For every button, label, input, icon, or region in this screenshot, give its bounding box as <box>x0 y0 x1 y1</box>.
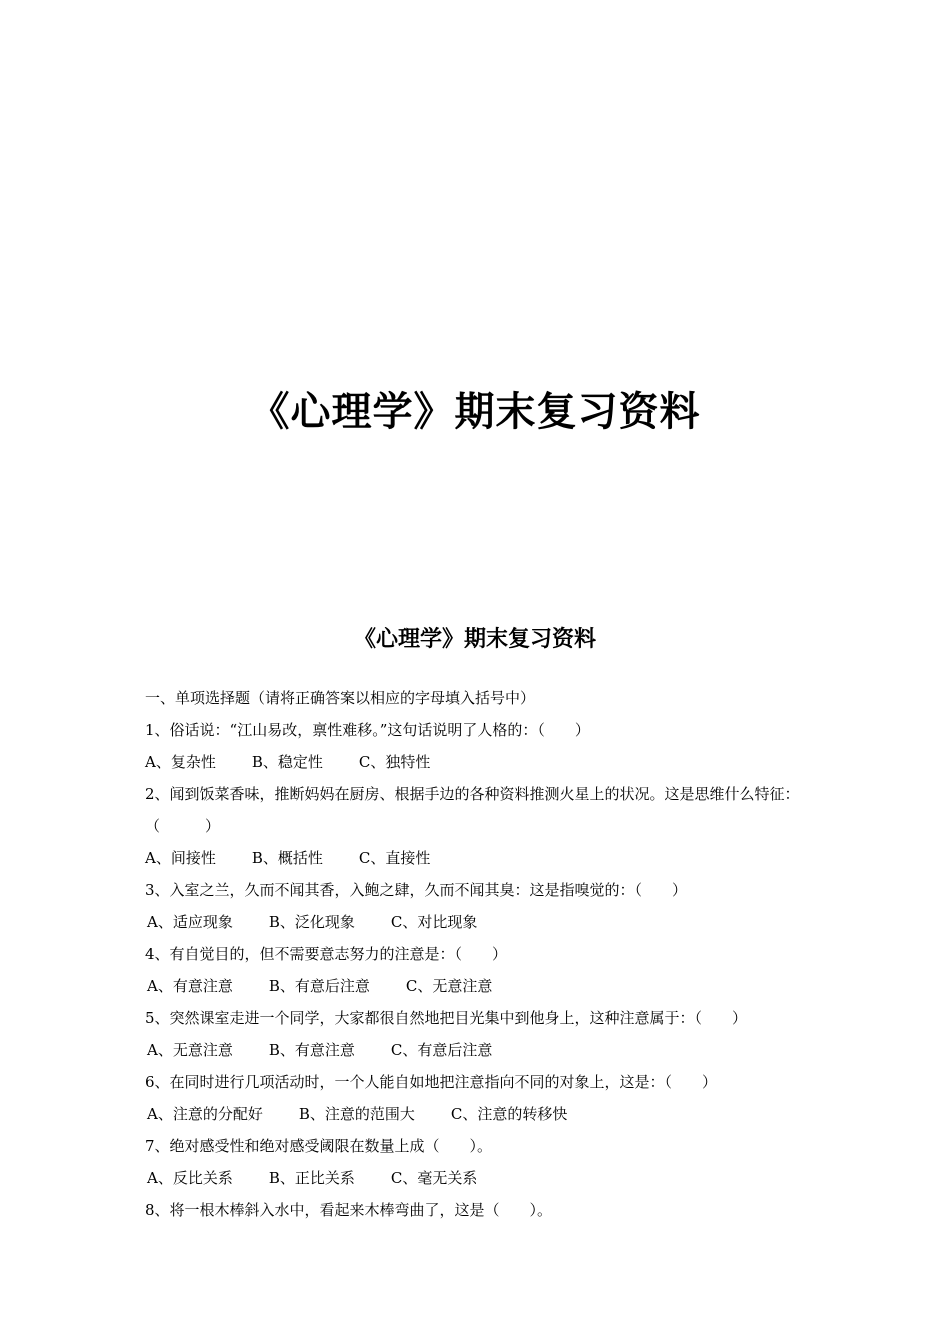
question-2: 2、闻到饭菜香味，推断妈妈在厨房、根据手边的各种资料推测火星上的状况。这是思维什么特征：（ ） <box>145 785 800 835</box>
question-3-options <box>145 906 825 938</box>
option-c: C、有意后注意 <box>390 1041 493 1059</box>
option-c: C、对比现象 <box>390 913 478 931</box>
question-1-options <box>145 746 825 778</box>
question-4-options <box>145 970 825 1002</box>
question-4: 4、有自觉目的，但不需要意志努力的注意是：（ ） <box>145 945 508 963</box>
option-b: B、概括性 <box>251 849 323 867</box>
option-b: B、泛化现象 <box>268 913 355 931</box>
option-a: A、复杂性 <box>145 753 216 771</box>
question-7: 7、绝对感受性和绝对感受阈限在数量上成（ ）。 <box>145 1137 493 1155</box>
option-a: A、无意注意 <box>147 1041 233 1059</box>
cover-title: 《心理学》期末复习资料 <box>249 389 701 435</box>
question-1: 1、俗话说：“江山易改，禀性难移。”这句话说明了人格的：（ ） <box>145 721 590 739</box>
question-5-options <box>145 1034 825 1066</box>
option-c: C、独特性 <box>358 753 431 771</box>
option-a: A、有意注意 <box>147 977 233 995</box>
option-b: B、稳定性 <box>251 753 323 771</box>
option-c: C、无意注意 <box>405 977 493 995</box>
option-b: B、正比关系 <box>268 1169 355 1187</box>
question-3: 3、入室之兰，久而不闻其香，入鲍之肆，久而不闻其臭：这是指嗅觉的：（ ） <box>145 881 688 899</box>
question-8: 8、将一根木棒斜入水中，看起来木棒弯曲了，这是（ ）。 <box>145 1201 553 1219</box>
document-title: 《心理学》期末复习资料 <box>353 627 596 652</box>
question-list <box>145 682 825 1226</box>
option-b: B、有意注意 <box>268 1041 355 1059</box>
option-c: C、直接性 <box>358 849 431 867</box>
question-6: 6、在同时进行几项活动时，一个人能自如地把注意指向不同的对象上，这是：（ ） <box>145 1073 718 1091</box>
section-heading: 一、单项选择题（请将正确答案以相应的字母填入括号中） <box>145 689 536 707</box>
question-5: 5、突然课室走进一个同学，大家都很自然地把目光集中到他身上，这种注意属于：（ ） <box>145 1009 748 1027</box>
option-c: C、毫无关系 <box>390 1169 478 1187</box>
question-6-options <box>145 1098 825 1130</box>
option-a: A、反比关系 <box>147 1169 233 1187</box>
option-a: A、注意的分配好 <box>147 1105 263 1123</box>
question-2-options <box>145 842 825 874</box>
option-b: B、有意后注意 <box>268 977 370 995</box>
question-7-options <box>145 1162 825 1194</box>
option-a: A、间接性 <box>145 849 216 867</box>
option-a: A、适应现象 <box>147 913 233 931</box>
option-b: B、注意的范围大 <box>298 1105 415 1123</box>
option-c: C、注意的转移快 <box>450 1105 568 1123</box>
